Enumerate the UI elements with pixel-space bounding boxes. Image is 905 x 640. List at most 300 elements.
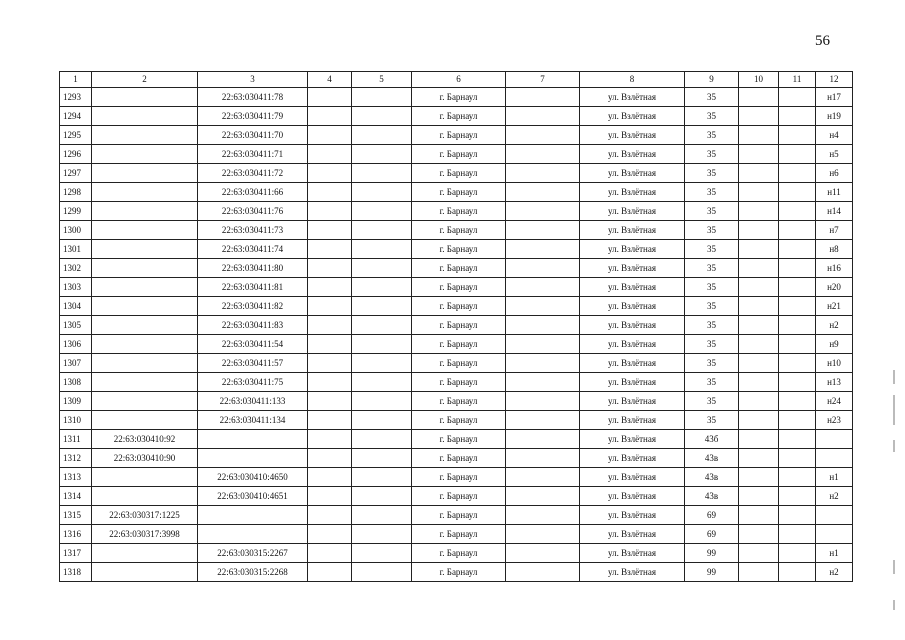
table-cell-col-7 xyxy=(506,430,580,449)
table-cell-col-5 xyxy=(352,563,412,582)
table-cell-col-8: ул. Взлётная xyxy=(580,278,685,297)
table-cell-col-9: 35 xyxy=(685,316,739,335)
table-cell-col-12: н24 xyxy=(816,392,853,411)
table-row xyxy=(60,107,853,126)
table-cell-col-3 xyxy=(198,525,308,544)
column-header-10: 10 xyxy=(739,72,779,88)
table-cell-col-9: 35 xyxy=(685,183,739,202)
table-row xyxy=(60,145,853,164)
table-cell-col-1: 1306 xyxy=(60,335,92,354)
table-row xyxy=(60,563,853,582)
table-cell-col-6: г. Барнаул xyxy=(412,468,506,487)
table-cell-col-7 xyxy=(506,373,580,392)
table-cell-col-8: ул. Взлётная xyxy=(580,164,685,183)
table-cell-col-11 xyxy=(779,240,816,259)
table-cell-col-1: 1313 xyxy=(60,468,92,487)
table-cell-col-6: г. Барнаул xyxy=(412,525,506,544)
table-cell-col-10 xyxy=(739,449,779,468)
table-cell-col-1: 1312 xyxy=(60,449,92,468)
table-cell-col-1: 1317 xyxy=(60,544,92,563)
table-cell-col-3: 22:63:030411:75 xyxy=(198,373,308,392)
table-cell-col-12: н1 xyxy=(816,468,853,487)
table-cell-col-10 xyxy=(739,126,779,145)
table-cell-col-8: ул. Взлётная xyxy=(580,88,685,107)
table-cell-col-10 xyxy=(739,278,779,297)
table-cell-col-2: 22:63:030317:3998 xyxy=(92,525,198,544)
table-cell-col-12 xyxy=(816,506,853,525)
table-cell-col-8: ул. Взлётная xyxy=(580,316,685,335)
table-cell-col-4 xyxy=(308,449,352,468)
table-cell-col-8: ул. Взлётная xyxy=(580,449,685,468)
table-cell-col-7 xyxy=(506,449,580,468)
table-cell-col-4 xyxy=(308,468,352,487)
table-cell-col-4 xyxy=(308,88,352,107)
table-cell-col-3: 22:63:030411:54 xyxy=(198,335,308,354)
column-header-5: 5 xyxy=(352,72,412,88)
table-cell-col-2: 22:63:030317:1225 xyxy=(92,506,198,525)
table-cell-col-6: г. Барнаул xyxy=(412,373,506,392)
table-cell-col-11 xyxy=(779,354,816,373)
table-cell-col-7 xyxy=(506,411,580,430)
table-cell-col-4 xyxy=(308,392,352,411)
table-row xyxy=(60,506,853,525)
table-cell-col-5 xyxy=(352,449,412,468)
table-cell-col-10 xyxy=(739,145,779,164)
table-cell-col-3: 22:63:030315:2267 xyxy=(198,544,308,563)
table-cell-col-5 xyxy=(352,335,412,354)
table-cell-col-3: 22:63:030315:2268 xyxy=(198,563,308,582)
table-cell-col-7 xyxy=(506,126,580,145)
table-cell-col-10 xyxy=(739,373,779,392)
table-cell-col-3: 22:63:030411:81 xyxy=(198,278,308,297)
table-cell-col-6: г. Барнаул xyxy=(412,145,506,164)
table-cell-col-12: н7 xyxy=(816,221,853,240)
table-cell-col-2: 22:63:030410:90 xyxy=(92,449,198,468)
table-cell-col-6: г. Барнаул xyxy=(412,259,506,278)
table-cell-col-10 xyxy=(739,316,779,335)
table-cell-col-9: 35 xyxy=(685,259,739,278)
table-cell-col-2 xyxy=(92,297,198,316)
table-cell-col-12: н21 xyxy=(816,297,853,316)
table-cell-col-10 xyxy=(739,411,779,430)
table-cell-col-8: ул. Взлётная xyxy=(580,221,685,240)
table-cell-col-2 xyxy=(92,544,198,563)
table-cell-col-9: 35 xyxy=(685,354,739,373)
table-cell-col-1: 1298 xyxy=(60,183,92,202)
table-cell-col-6: г. Барнаул xyxy=(412,487,506,506)
table-cell-col-12: н13 xyxy=(816,373,853,392)
table-cell-col-1: 1316 xyxy=(60,525,92,544)
table-cell-col-8: ул. Взлётная xyxy=(580,202,685,221)
table-cell-col-8: ул. Взлётная xyxy=(580,392,685,411)
column-header-6: 6 xyxy=(412,72,506,88)
table-cell-col-3: 22:63:030411:70 xyxy=(198,126,308,145)
table-cell-col-5 xyxy=(352,354,412,373)
table-cell-col-6: г. Барнаул xyxy=(412,240,506,259)
table-cell-col-8: ул. Взлётная xyxy=(580,240,685,259)
table-row xyxy=(60,411,853,430)
table-cell-col-7 xyxy=(506,202,580,221)
table-row xyxy=(60,240,853,259)
table-cell-col-10 xyxy=(739,468,779,487)
table-cell-col-9: 43в xyxy=(685,487,739,506)
table-cell-col-11 xyxy=(779,525,816,544)
scan-edge-mark xyxy=(893,440,895,452)
table-cell-col-6: г. Барнаул xyxy=(412,316,506,335)
table-cell-col-9: 43в xyxy=(685,468,739,487)
table-cell-col-11 xyxy=(779,563,816,582)
table-cell-col-11 xyxy=(779,88,816,107)
table-cell-col-10 xyxy=(739,392,779,411)
table-cell-col-2: 22:63:030410:92 xyxy=(92,430,198,449)
table-cell-col-1: 1303 xyxy=(60,278,92,297)
table-cell-col-10 xyxy=(739,297,779,316)
table-cell-col-4 xyxy=(308,430,352,449)
table-row xyxy=(60,297,853,316)
table-cell-col-12: н9 xyxy=(816,335,853,354)
table-cell-col-7 xyxy=(506,487,580,506)
table-cell-col-5 xyxy=(352,126,412,145)
table-cell-col-8: ул. Взлётная xyxy=(580,335,685,354)
table-cell-col-12: н4 xyxy=(816,126,853,145)
table-cell-col-9: 43б xyxy=(685,430,739,449)
table-cell-col-9: 35 xyxy=(685,297,739,316)
table-cell-col-4 xyxy=(308,506,352,525)
table-cell-col-12: н20 xyxy=(816,278,853,297)
table-cell-col-8: ул. Взлётная xyxy=(580,411,685,430)
table-cell-col-1: 1309 xyxy=(60,392,92,411)
table-cell-col-12: н10 xyxy=(816,354,853,373)
table-cell-col-3: 22:63:030411:82 xyxy=(198,297,308,316)
table-cell-col-6: г. Барнаул xyxy=(412,411,506,430)
table-cell-col-10 xyxy=(739,240,779,259)
table-cell-col-7 xyxy=(506,354,580,373)
table-row xyxy=(60,468,853,487)
table-cell-col-8: ул. Взлётная xyxy=(580,373,685,392)
table-cell-col-9: 35 xyxy=(685,240,739,259)
scan-edge-mark xyxy=(893,560,895,574)
table-row xyxy=(60,316,853,335)
table-cell-col-3: 22:63:030411:134 xyxy=(198,411,308,430)
table-cell-col-12: н16 xyxy=(816,259,853,278)
table-cell-col-4 xyxy=(308,354,352,373)
table-cell-col-7 xyxy=(506,240,580,259)
table-cell-col-1: 1297 xyxy=(60,164,92,183)
table-cell-col-12: н14 xyxy=(816,202,853,221)
table-cell-col-4 xyxy=(308,107,352,126)
table-cell-col-11 xyxy=(779,107,816,126)
table-cell-col-5 xyxy=(352,487,412,506)
page-number: 56 xyxy=(815,33,830,49)
table-cell-col-8: ул. Взлётная xyxy=(580,126,685,145)
table-cell-col-7 xyxy=(506,392,580,411)
table-cell-col-8: ул. Взлётная xyxy=(580,468,685,487)
table-cell-col-8: ул. Взлётная xyxy=(580,297,685,316)
table-cell-col-7 xyxy=(506,544,580,563)
table-cell-col-10 xyxy=(739,221,779,240)
table-row xyxy=(60,373,853,392)
table-cell-col-9: 69 xyxy=(685,506,739,525)
table-cell-col-1: 1300 xyxy=(60,221,92,240)
table-cell-col-6: г. Барнаул xyxy=(412,354,506,373)
table-cell-col-1: 1294 xyxy=(60,107,92,126)
table-cell-col-7 xyxy=(506,164,580,183)
table-cell-col-12: н8 xyxy=(816,240,853,259)
table-cell-col-3: 22:63:030411:78 xyxy=(198,88,308,107)
scan-edge-mark xyxy=(893,395,895,425)
table-cell-col-7 xyxy=(506,468,580,487)
table-cell-col-2 xyxy=(92,316,198,335)
table-cell-col-7 xyxy=(506,563,580,582)
table-cell-col-3: 22:63:030411:73 xyxy=(198,221,308,240)
scan-edge-mark xyxy=(893,600,895,610)
table-cell-col-1: 1315 xyxy=(60,506,92,525)
table-cell-col-9: 35 xyxy=(685,164,739,183)
table-cell-col-1: 1307 xyxy=(60,354,92,373)
table-cell-col-10 xyxy=(739,335,779,354)
table-row xyxy=(60,392,853,411)
table-cell-col-9: 43в xyxy=(685,449,739,468)
table-cell-col-6: г. Барнаул xyxy=(412,392,506,411)
table-cell-col-2 xyxy=(92,240,198,259)
table-cell-col-6: г. Барнаул xyxy=(412,202,506,221)
table-cell-col-6: г. Барнаул xyxy=(412,335,506,354)
table-cell-col-11 xyxy=(779,430,816,449)
table-cell-col-8: ул. Взлётная xyxy=(580,354,685,373)
table-cell-col-6: г. Барнаул xyxy=(412,183,506,202)
table-cell-col-5 xyxy=(352,88,412,107)
table-cell-col-12: н17 xyxy=(816,88,853,107)
table-cell-col-3 xyxy=(198,506,308,525)
table-cell-col-6: г. Барнаул xyxy=(412,221,506,240)
table-cell-col-4 xyxy=(308,145,352,164)
table-cell-col-10 xyxy=(739,164,779,183)
table-row xyxy=(60,164,853,183)
table-cell-col-3: 22:63:030411:71 xyxy=(198,145,308,164)
table-cell-col-10 xyxy=(739,487,779,506)
table-cell-col-4 xyxy=(308,563,352,582)
table-cell-col-12: н5 xyxy=(816,145,853,164)
table-cell-col-4 xyxy=(308,316,352,335)
table-cell-col-7 xyxy=(506,316,580,335)
table-cell-col-5 xyxy=(352,221,412,240)
table-cell-col-1: 1314 xyxy=(60,487,92,506)
table-cell-col-4 xyxy=(308,259,352,278)
column-header-3: 3 xyxy=(198,72,308,88)
table-cell-col-9: 35 xyxy=(685,411,739,430)
table-cell-col-5 xyxy=(352,164,412,183)
table-cell-col-9: 35 xyxy=(685,373,739,392)
table-cell-col-3 xyxy=(198,449,308,468)
table-cell-col-6: г. Барнаул xyxy=(412,164,506,183)
table-cell-col-7 xyxy=(506,506,580,525)
table-cell-col-8: ул. Взлётная xyxy=(580,487,685,506)
table-cell-col-11 xyxy=(779,297,816,316)
table-cell-col-12: н11 xyxy=(816,183,853,202)
table-cell-col-2 xyxy=(92,164,198,183)
table-cell-col-8: ул. Взлётная xyxy=(580,183,685,202)
table-cell-col-7 xyxy=(506,297,580,316)
table-cell-col-1: 1305 xyxy=(60,316,92,335)
table-cell-col-5 xyxy=(352,202,412,221)
column-header-9: 9 xyxy=(685,72,739,88)
table-cell-col-3: 22:63:030410:4651 xyxy=(198,487,308,506)
table-row xyxy=(60,487,853,506)
table-cell-col-4 xyxy=(308,525,352,544)
table-cell-col-12: н2 xyxy=(816,316,853,335)
table-cell-col-8: ул. Взлётная xyxy=(580,544,685,563)
table-cell-col-4 xyxy=(308,164,352,183)
table-cell-col-4 xyxy=(308,373,352,392)
table-cell-col-2 xyxy=(92,202,198,221)
table-cell-col-10 xyxy=(739,544,779,563)
table-cell-col-10 xyxy=(739,506,779,525)
table-cell-col-4 xyxy=(308,544,352,563)
header-row xyxy=(60,72,853,88)
table-cell-col-5 xyxy=(352,468,412,487)
table-row xyxy=(60,354,853,373)
table-cell-col-1: 1308 xyxy=(60,373,92,392)
table-cell-col-5 xyxy=(352,297,412,316)
table-cell-col-4 xyxy=(308,335,352,354)
table-cell-col-8: ул. Взлётная xyxy=(580,107,685,126)
table-row xyxy=(60,278,853,297)
table-row xyxy=(60,430,853,449)
table-cell-col-4 xyxy=(308,221,352,240)
table-cell-col-6: г. Барнаул xyxy=(412,563,506,582)
table-cell-col-1: 1301 xyxy=(60,240,92,259)
table-cell-col-9: 69 xyxy=(685,525,739,544)
table-cell-col-3: 22:63:030411:66 xyxy=(198,183,308,202)
table-cell-col-9: 35 xyxy=(685,221,739,240)
table-cell-col-1: 1304 xyxy=(60,297,92,316)
table-cell-col-3: 22:63:030411:80 xyxy=(198,259,308,278)
table-cell-col-6: г. Барнаул xyxy=(412,107,506,126)
table-cell-col-2 xyxy=(92,278,198,297)
table-cell-col-4 xyxy=(308,126,352,145)
column-header-7: 7 xyxy=(506,72,580,88)
table-cell-col-6: г. Барнаул xyxy=(412,126,506,145)
table-cell-col-6: г. Барнаул xyxy=(412,430,506,449)
table-cell-col-10 xyxy=(739,430,779,449)
table-cell-col-10 xyxy=(739,354,779,373)
table-cell-col-12 xyxy=(816,449,853,468)
table-cell-col-7 xyxy=(506,88,580,107)
table-cell-col-11 xyxy=(779,259,816,278)
table-cell-col-5 xyxy=(352,525,412,544)
table-row xyxy=(60,202,853,221)
table-cell-col-4 xyxy=(308,240,352,259)
table-row xyxy=(60,544,853,563)
table-cell-col-2 xyxy=(92,354,198,373)
table-cell-col-11 xyxy=(779,468,816,487)
column-header-12: 12 xyxy=(816,72,853,88)
table-cell-col-2 xyxy=(92,88,198,107)
column-header-1: 1 xyxy=(60,72,92,88)
table-cell-col-3: 22:63:030411:72 xyxy=(198,164,308,183)
table-cell-col-1: 1302 xyxy=(60,259,92,278)
table-cell-col-2 xyxy=(92,221,198,240)
table-row xyxy=(60,183,853,202)
table-row xyxy=(60,221,853,240)
table-cell-col-6: г. Барнаул xyxy=(412,297,506,316)
table-cell-col-12 xyxy=(816,525,853,544)
table-cell-col-1: 1310 xyxy=(60,411,92,430)
table-cell-col-12: н2 xyxy=(816,563,853,582)
table-cell-col-11 xyxy=(779,316,816,335)
table-cell-col-2 xyxy=(92,145,198,164)
table-cell-col-1: 1295 xyxy=(60,126,92,145)
table-cell-col-1: 1311 xyxy=(60,430,92,449)
table-cell-col-5 xyxy=(352,107,412,126)
table-cell-col-2 xyxy=(92,335,198,354)
table-cell-col-12 xyxy=(816,430,853,449)
column-header-4: 4 xyxy=(308,72,352,88)
table-cell-col-11 xyxy=(779,183,816,202)
table-cell-col-3: 22:63:030411:74 xyxy=(198,240,308,259)
table-cell-col-5 xyxy=(352,430,412,449)
table-cell-col-11 xyxy=(779,126,816,145)
table-cell-col-7 xyxy=(506,278,580,297)
table-cell-col-10 xyxy=(739,107,779,126)
table-cell-col-9: 35 xyxy=(685,202,739,221)
table-cell-col-5 xyxy=(352,259,412,278)
table-cell-col-9: 35 xyxy=(685,126,739,145)
table-cell-col-8: ул. Взлётная xyxy=(580,259,685,278)
table-cell-col-12: н19 xyxy=(816,107,853,126)
table-cell-col-11 xyxy=(779,164,816,183)
table-cell-col-5 xyxy=(352,506,412,525)
table-cell-col-11 xyxy=(779,373,816,392)
table-cell-col-3: 22:63:030411:133 xyxy=(198,392,308,411)
table-cell-col-4 xyxy=(308,411,352,430)
table-cell-col-5 xyxy=(352,278,412,297)
table-cell-col-5 xyxy=(352,392,412,411)
table-cell-col-3: 22:63:030411:79 xyxy=(198,107,308,126)
table-cell-col-11 xyxy=(779,145,816,164)
table-cell-col-8: ул. Взлётная xyxy=(580,506,685,525)
table-cell-col-2 xyxy=(92,468,198,487)
table-cell-col-9: 35 xyxy=(685,278,739,297)
table-cell-col-8: ул. Взлётная xyxy=(580,430,685,449)
table-cell-col-9: 99 xyxy=(685,544,739,563)
table-cell-col-6: г. Барнаул xyxy=(412,88,506,107)
table-cell-col-5 xyxy=(352,183,412,202)
table-cell-col-2 xyxy=(92,487,198,506)
table-cell-col-7 xyxy=(506,145,580,164)
table-cell-col-5 xyxy=(352,544,412,563)
table-cell-col-9: 35 xyxy=(685,392,739,411)
table-cell-col-1: 1293 xyxy=(60,88,92,107)
table-cell-col-4 xyxy=(308,202,352,221)
scan-edge-mark xyxy=(893,370,895,384)
table-cell-col-4 xyxy=(308,297,352,316)
table-cell-col-8: ул. Взлётная xyxy=(580,563,685,582)
table-cell-col-7 xyxy=(506,259,580,278)
table-cell-col-12: н23 xyxy=(816,411,853,430)
column-header-8: 8 xyxy=(580,72,685,88)
table-cell-col-3: 22:63:030411:57 xyxy=(198,354,308,373)
table-cell-col-10 xyxy=(739,563,779,582)
table-row xyxy=(60,126,853,145)
table-cell-col-2 xyxy=(92,107,198,126)
table-cell-col-6: г. Барнаул xyxy=(412,449,506,468)
table-cell-col-2 xyxy=(92,411,198,430)
table-cell-col-11 xyxy=(779,411,816,430)
table-cell-col-5 xyxy=(352,240,412,259)
table-cell-col-11 xyxy=(779,335,816,354)
table-cell-col-11 xyxy=(779,278,816,297)
